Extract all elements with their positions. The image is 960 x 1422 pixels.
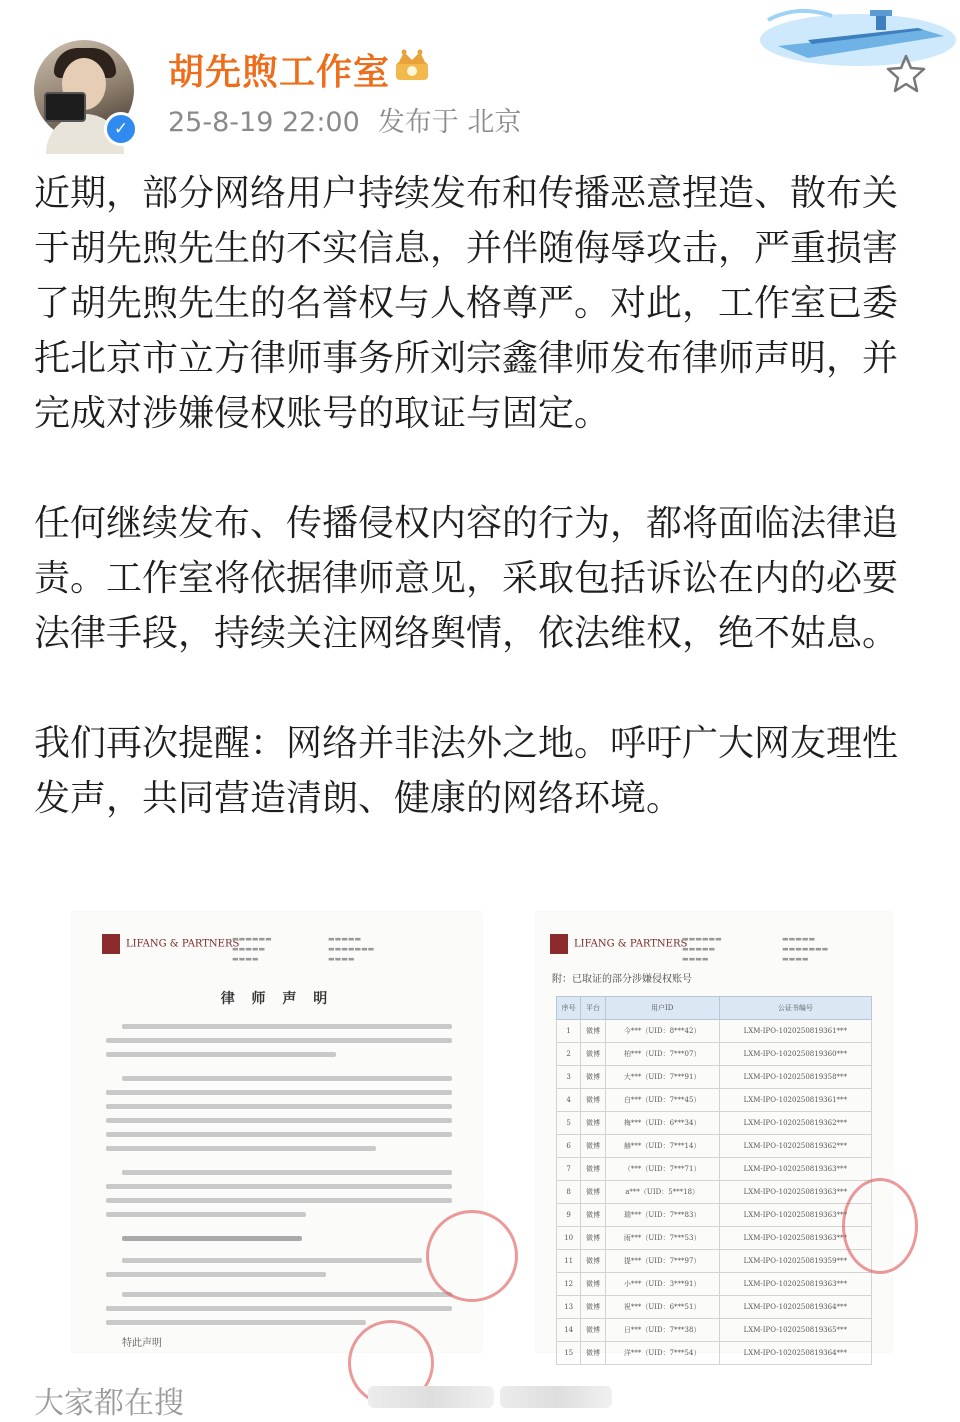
- lawyer-statement-image[interactable]: [72, 912, 482, 1352]
- table-cell: 今***（UID：8***42）: [605, 1020, 719, 1043]
- table-cell: 小***（UID：3***91）: [605, 1273, 719, 1296]
- table-cell: 微博: [581, 1319, 605, 1342]
- table-cell: LXM-IPO-1020250819359***: [719, 1250, 871, 1273]
- table-cell: 赫***（UID：7***14）: [605, 1135, 719, 1158]
- post-paragraph-1: 近期，部分网络用户持续发布和传播恶意捏造、散布关于胡先煦先生的不实信息，并伴随侮辱攻击，严重损害了胡先煦先生的名誉权与人格尊严。对此，工作室已委托北京市立方律师事务所刘宗鑫律师发布律师声明，并完成对涉嫌侵权账号的取证与固定。: [34, 173, 899, 434]
- post-timestamp: 25-8-19 22:00: [168, 107, 360, 138]
- trending-item-blurred[interactable]: [500, 1386, 612, 1408]
- letterhead-contact: ▬▬▬▬▬ ▬▬▬▬▬▬▬ ▬▬▬▬: [328, 935, 375, 963]
- statement-text-line: [106, 1212, 306, 1217]
- table-cell: 提***（UID：7***97）: [605, 1250, 719, 1273]
- statement-text-line: [106, 1104, 452, 1109]
- table-cell: 祝***（UID：6***51）: [605, 1296, 719, 1319]
- statement-text-line: [106, 1184, 452, 1189]
- table-cell: LXM-IPO-1020250819362***: [719, 1112, 871, 1135]
- table-header-cell: 平台: [581, 997, 605, 1020]
- table-row: [557, 1296, 872, 1319]
- table-cell: LXM-IPO-1020250819363***: [719, 1158, 871, 1181]
- seal-stamp: [426, 1210, 518, 1302]
- table-cell: 微博: [581, 1158, 605, 1181]
- post-header: [0, 0, 960, 150]
- table-cell: 13: [557, 1296, 581, 1319]
- table-cell: 15: [557, 1342, 581, 1365]
- table-cell: 7: [557, 1158, 581, 1181]
- statement-closing: 特此声明: [122, 1338, 162, 1349]
- table-cell: LXM-IPO-1020250819363***: [719, 1181, 871, 1204]
- table-cell: 微博: [581, 1342, 605, 1365]
- table-cell: 12: [557, 1273, 581, 1296]
- trending-search-label[interactable]: 大家都在搜: [34, 1386, 184, 1421]
- table-row: [557, 1135, 872, 1158]
- trending-item-blurred[interactable]: [368, 1386, 494, 1408]
- accounts-table: [556, 996, 872, 1365]
- table-cell: 微博: [581, 1043, 605, 1066]
- table-cell: 6: [557, 1135, 581, 1158]
- table-header-row: [557, 997, 872, 1020]
- table-cell: LXM-IPO-1020250819360***: [719, 1043, 871, 1066]
- crown-badge-icon: [392, 48, 432, 84]
- table-cell: 14: [557, 1319, 581, 1342]
- statement-title: 律 师 声 明: [220, 991, 334, 1007]
- statement-text-line: [106, 1052, 336, 1057]
- table-header-cell: 序号: [557, 997, 581, 1020]
- table-header-cell: 公证书编号: [719, 997, 871, 1020]
- letterhead-contact: ▬▬▬▬▬ ▬▬▬▬▬▬▬ ▬▬▬▬: [782, 935, 829, 963]
- table-cell: a***（UID：5***18）: [605, 1181, 719, 1204]
- table-cell: 10: [557, 1227, 581, 1250]
- table-cell: 微博: [581, 1020, 605, 1043]
- table-header-cell: 用户ID: [605, 997, 719, 1020]
- table-cell: 9: [557, 1204, 581, 1227]
- statement-text-line: [106, 1198, 452, 1203]
- statement-text-line: [106, 1038, 452, 1043]
- statement-text-line: [106, 1118, 452, 1123]
- statement-text-line: [106, 1090, 452, 1095]
- table-cell: （***（UID：7***71）: [605, 1158, 719, 1181]
- statement-text-line: [106, 1272, 326, 1277]
- table-body: [557, 1020, 872, 1365]
- table-cell: 微博: [581, 1296, 605, 1319]
- table-caption: 附：已取证的部分涉嫌侵权账号: [552, 974, 692, 985]
- table-cell: LXM-IPO-1020250819363***: [719, 1227, 871, 1250]
- table-cell: LXM-IPO-1020250819361***: [719, 1089, 871, 1112]
- table-cell: 微博: [581, 1227, 605, 1250]
- table-cell: LXM-IPO-1020250819363***: [719, 1273, 871, 1296]
- table-cell: 白***（UID：7***45）: [605, 1089, 719, 1112]
- post-location: 发布于 北京: [377, 107, 522, 138]
- table-cell: 大***（UID：7***91）: [605, 1066, 719, 1089]
- table-cell: 微博: [581, 1273, 605, 1296]
- table-cell: 2: [557, 1043, 581, 1066]
- table-cell: LXM-IPO-1020250819362***: [719, 1135, 871, 1158]
- post-paragraph-2: 任何继续发布、传播侵权内容的行为，都将面临法律追责。工作室将依据律师意见，采取包括诉讼在内的必要法律手段，持续关注网络舆情，依法维权，绝不姑息。: [34, 503, 899, 654]
- statement-text-line: [122, 1258, 422, 1263]
- table-cell: 11: [557, 1250, 581, 1273]
- letterhead-address: ▬▬▬▬▬▬ ▬▬▬▬▬ ▬▬▬▬: [232, 935, 272, 963]
- statement-text-line: [122, 1076, 452, 1081]
- table-cell: 瑞***（UID：7***83）: [605, 1204, 719, 1227]
- table-row: [557, 1181, 872, 1204]
- statement-text-line: [106, 1132, 452, 1137]
- table-cell: 洋***（UID：7***54）: [605, 1342, 719, 1365]
- statement-text-line: [106, 1320, 366, 1325]
- statement-text-line: [106, 1306, 452, 1311]
- table-row: [557, 1273, 872, 1296]
- table-cell: LXM-IPO-1020250819364***: [719, 1342, 871, 1365]
- table-row: [557, 1066, 872, 1089]
- table-cell: LXM-IPO-1020250819364***: [719, 1296, 871, 1319]
- table-row: [557, 1112, 872, 1135]
- infringing-accounts-image[interactable]: [536, 912, 892, 1357]
- table-cell: 微博: [581, 1112, 605, 1135]
- table-row: [557, 1342, 872, 1365]
- table-cell: 微博: [581, 1066, 605, 1089]
- table-cell: 微博: [581, 1089, 605, 1112]
- table-cell: LXM-IPO-1020250819358***: [719, 1066, 871, 1089]
- post-meta: [168, 100, 521, 139]
- table-row: [557, 1158, 872, 1181]
- statement-text-line: [122, 1236, 302, 1241]
- table-cell: LXM-IPO-1020250819365***: [719, 1319, 871, 1342]
- letterhead-address: ▬▬▬▬▬▬ ▬▬▬▬▬ ▬▬▬▬: [682, 935, 722, 963]
- post-paragraph-3: 我们再次提醒：网络并非法外之地。呼吁广大网友理性发声，共同营造清朗、健康的网络环境。: [34, 723, 899, 819]
- table-cell: LXM-IPO-1020250819363***: [719, 1204, 871, 1227]
- camera-icon: [44, 92, 86, 122]
- table-cell: 微博: [581, 1181, 605, 1204]
- statement-text-line: [106, 1146, 376, 1151]
- star-icon[interactable]: [884, 52, 928, 96]
- table-cell: 5: [557, 1112, 581, 1135]
- seal-stamp: [842, 1178, 918, 1274]
- table-cell: 雨***（UID：7***53）: [605, 1227, 719, 1250]
- table-row: [557, 1043, 872, 1066]
- law-firm-letterhead: LIFANG & PARTNERS: [550, 934, 687, 954]
- law-firm-letterhead: LIFANG & PARTNERS: [102, 934, 239, 954]
- author-name[interactable]: 胡先煦工作室: [168, 52, 391, 93]
- statement-text-line: [122, 1292, 452, 1297]
- table-row: [557, 1089, 872, 1112]
- table-cell: 日***（UID：7***38）: [605, 1319, 719, 1342]
- table-row: [557, 1250, 872, 1273]
- table-cell: 8: [557, 1181, 581, 1204]
- post-body: [34, 166, 914, 826]
- statement-text-line: [122, 1024, 452, 1029]
- table-cell: 微博: [581, 1250, 605, 1273]
- post-images: [72, 912, 892, 1357]
- verified-badge-icon: ✓: [104, 112, 138, 146]
- table-cell: 柏***（UID：7***07）: [605, 1043, 719, 1066]
- table-row: [557, 1319, 872, 1342]
- statement-text-line: [122, 1170, 452, 1175]
- law-firm-logo: [550, 934, 568, 954]
- table-cell: 微博: [581, 1204, 605, 1227]
- table-row: [557, 1204, 872, 1227]
- law-firm-logo: [102, 934, 120, 954]
- table-cell: LXM-IPO-1020250819361***: [719, 1020, 871, 1043]
- table-cell: 1: [557, 1020, 581, 1043]
- table-cell: 微博: [581, 1135, 605, 1158]
- table-cell: 4: [557, 1089, 581, 1112]
- table-cell: 梅***（UID：6***34）: [605, 1112, 719, 1135]
- table-row: [557, 1227, 872, 1250]
- table-cell: 3: [557, 1066, 581, 1089]
- table-row: [557, 1020, 872, 1043]
